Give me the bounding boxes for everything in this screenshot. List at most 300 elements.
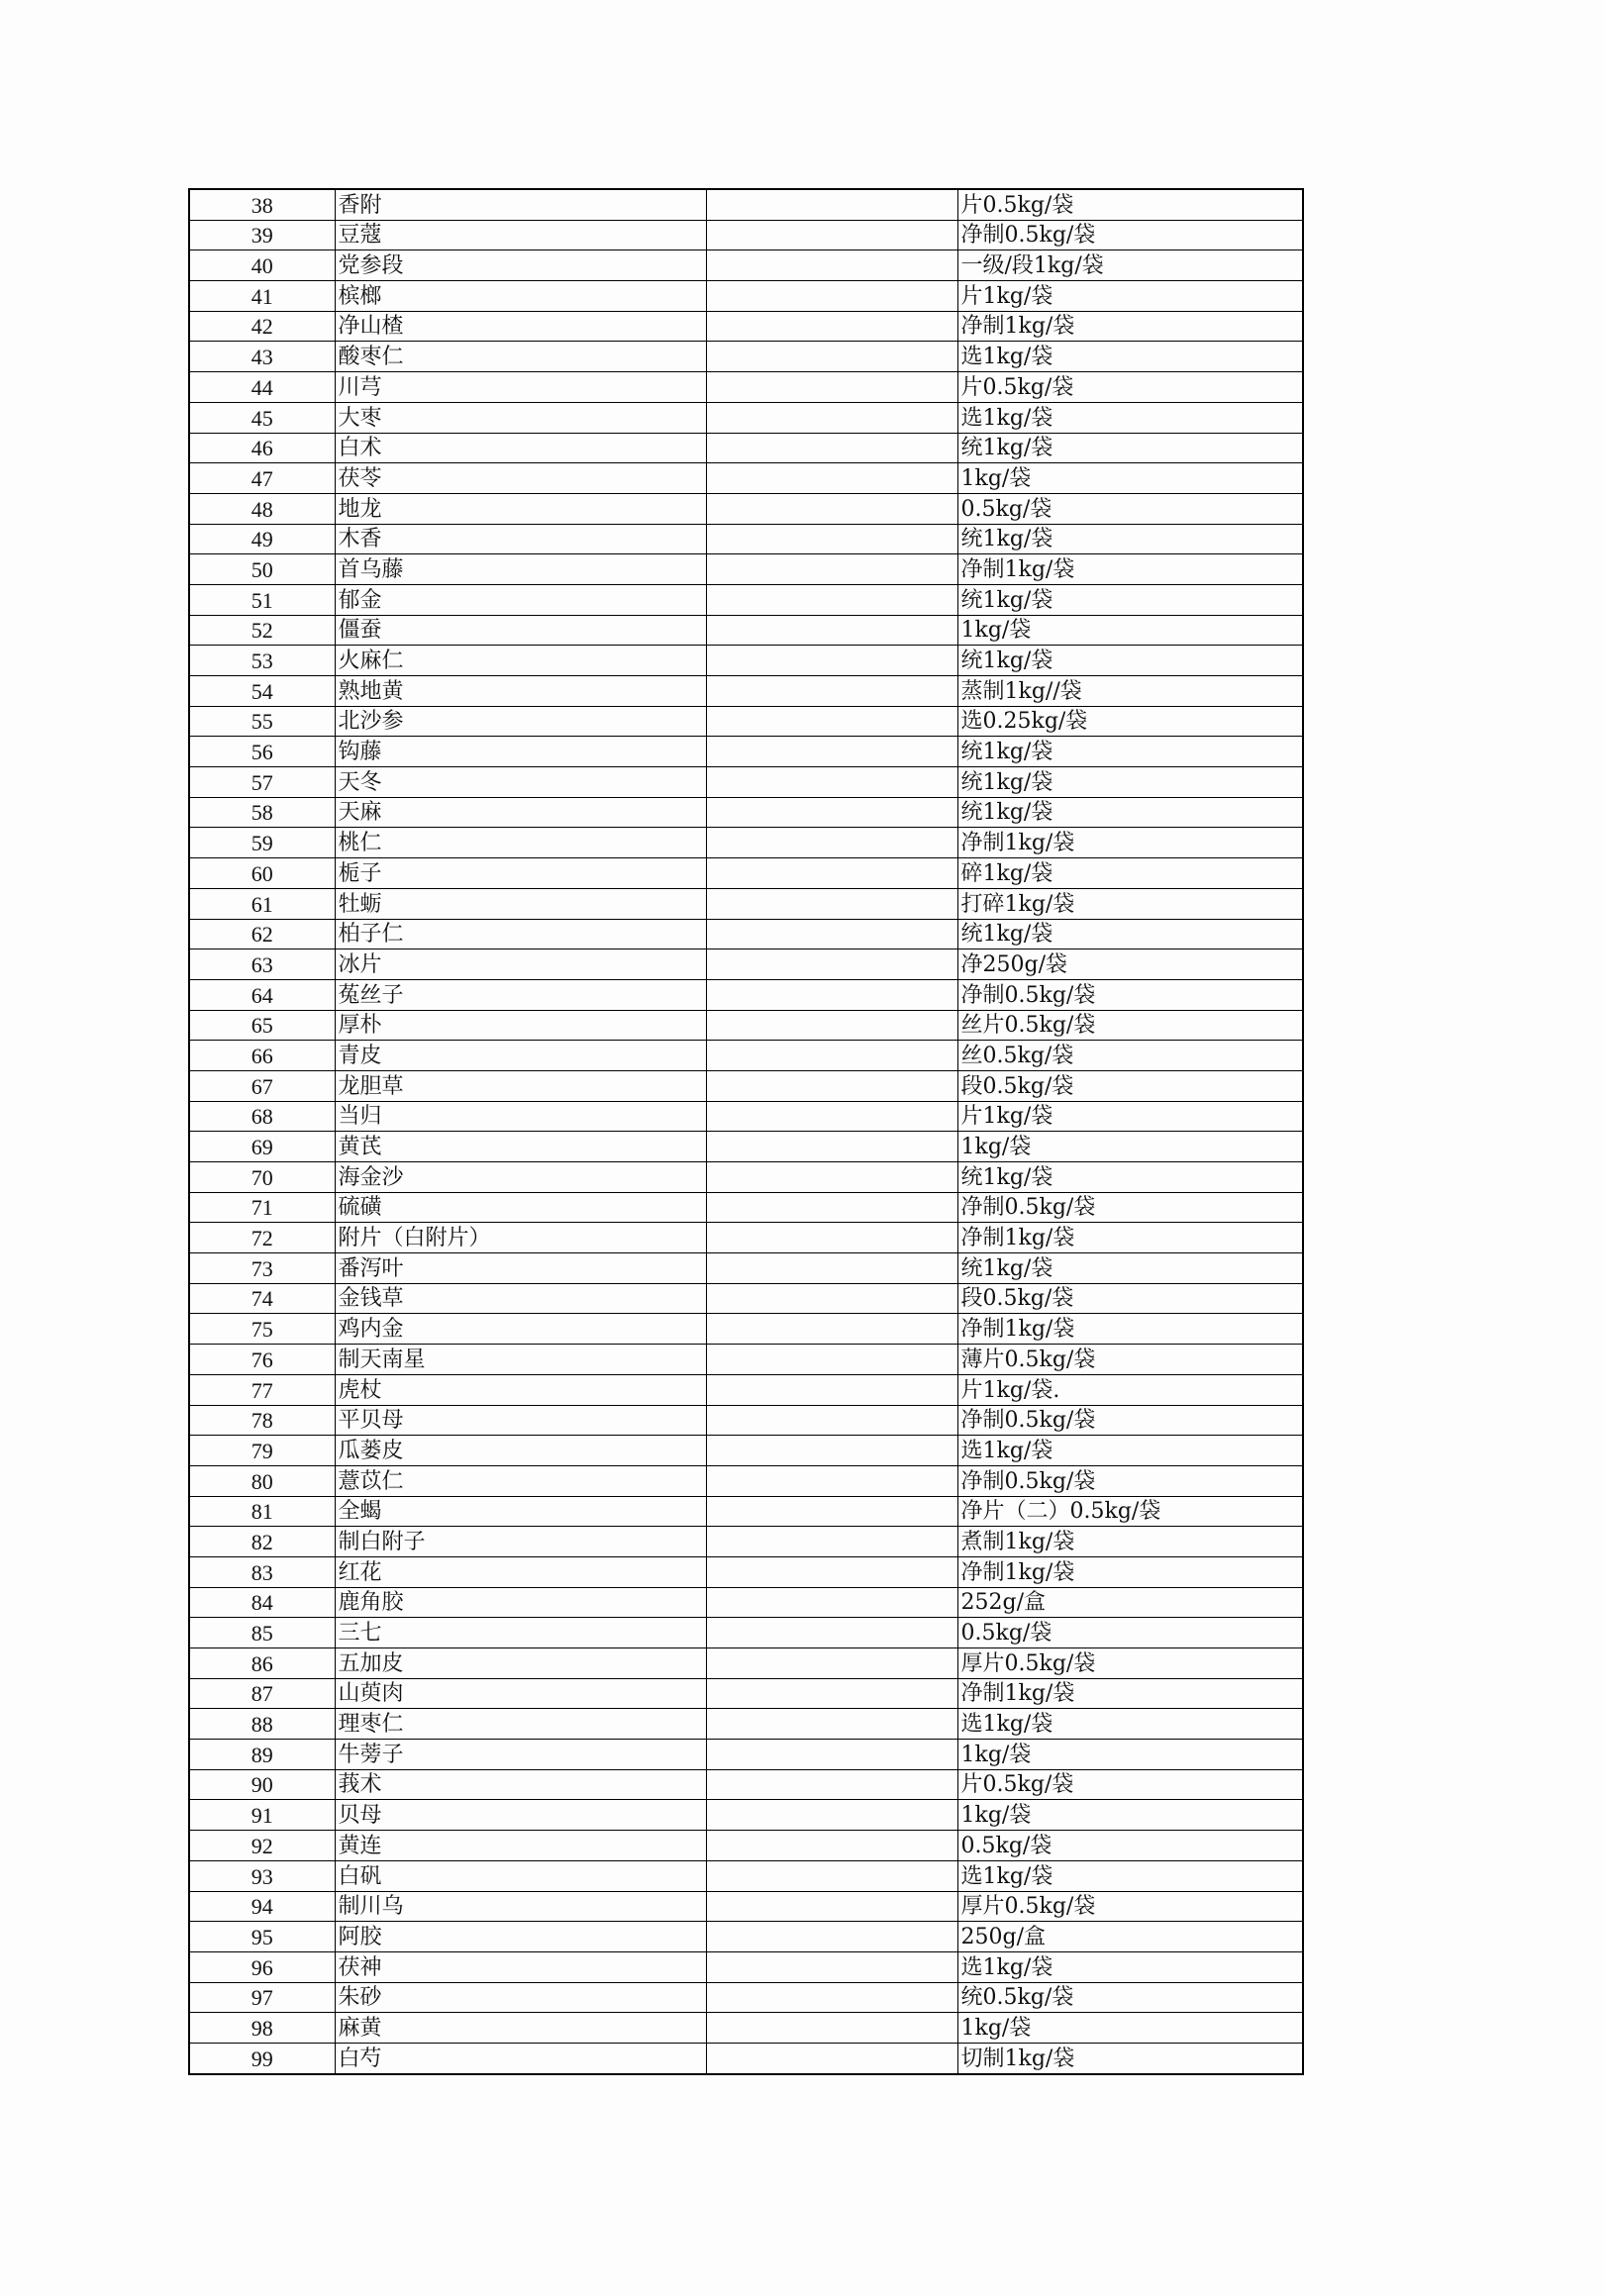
- table-body: [189, 189, 1303, 2074]
- row-number-cell: 86: [189, 1648, 335, 1679]
- row-number-cell: 54: [189, 676, 335, 707]
- medicine-name-cell: 硫磺: [335, 1192, 706, 1223]
- row-number-cell: 84: [189, 1587, 335, 1618]
- row-number-cell: 92: [189, 1831, 335, 1861]
- medicine-name-cell: 地龙: [335, 493, 706, 524]
- blank-cell: [706, 1162, 957, 1193]
- blank-cell: [706, 1678, 957, 1709]
- medicine-name-cell: 莪术: [335, 1769, 706, 1800]
- specification-cell: 切制1kg/袋: [957, 2043, 1303, 2073]
- specification-cell: 碎1kg/袋: [957, 858, 1303, 889]
- specification-cell: 片1kg/袋: [957, 281, 1303, 312]
- row-number-cell: 48: [189, 493, 335, 524]
- blank-cell: [706, 1587, 957, 1618]
- specification-cell: 统1kg/袋: [957, 737, 1303, 767]
- row-number-cell: 91: [189, 1800, 335, 1831]
- blank-cell: [706, 1982, 957, 2013]
- specification-cell: 净制0.5kg/袋: [957, 220, 1303, 250]
- medicine-name-cell: 青皮: [335, 1041, 706, 1071]
- medicine-name-cell: 白术: [335, 433, 706, 463]
- blank-cell: [706, 1192, 957, 1223]
- table-row: [189, 1800, 1303, 1831]
- specification-cell: 统1kg/袋: [957, 919, 1303, 949]
- blank-cell: [706, 1253, 957, 1284]
- specification-cell: 片0.5kg/袋: [957, 189, 1303, 220]
- table-row: [189, 1740, 1303, 1770]
- blank-cell: [706, 554, 957, 585]
- blank-cell: [706, 1345, 957, 1375]
- table-row: [189, 767, 1303, 798]
- specification-cell: 1kg/袋: [957, 615, 1303, 646]
- blank-cell: [706, 1465, 957, 1496]
- medicine-name-cell: 黄连: [335, 1831, 706, 1861]
- medicine-name-cell: 阿胶: [335, 1922, 706, 1952]
- blank-cell: [706, 1283, 957, 1314]
- row-number-cell: 79: [189, 1436, 335, 1466]
- medicine-name-cell: 鸡内金: [335, 1314, 706, 1345]
- row-number-cell: 50: [189, 554, 335, 585]
- row-number-cell: 96: [189, 1951, 335, 1982]
- specification-cell: 选1kg/袋: [957, 342, 1303, 372]
- specification-cell: 净制1kg/袋: [957, 828, 1303, 858]
- specification-cell: 净250g/袋: [957, 949, 1303, 980]
- specification-cell: 选1kg/袋: [957, 1709, 1303, 1740]
- blank-cell: [706, 1223, 957, 1253]
- table-row: [189, 1314, 1303, 1345]
- row-number-cell: 85: [189, 1618, 335, 1648]
- blank-cell: [706, 949, 957, 980]
- medicine-name-cell: 理枣仁: [335, 1709, 706, 1740]
- table-row: [189, 646, 1303, 676]
- blank-cell: [706, 1769, 957, 1800]
- row-number-cell: 56: [189, 737, 335, 767]
- medicine-name-cell: 龙胆草: [335, 1070, 706, 1101]
- row-number-cell: 73: [189, 1253, 335, 1284]
- medicine-name-cell: 鹿角胶: [335, 1587, 706, 1618]
- row-number-cell: 67: [189, 1070, 335, 1101]
- row-number-cell: 69: [189, 1132, 335, 1162]
- medicine-name-cell: 川芎: [335, 372, 706, 403]
- row-number-cell: 42: [189, 311, 335, 342]
- specification-cell: 统0.5kg/袋: [957, 1982, 1303, 2013]
- row-number-cell: 83: [189, 1556, 335, 1587]
- specification-cell: 统1kg/袋: [957, 797, 1303, 828]
- table-row: [189, 1465, 1303, 1496]
- medicine-name-cell: 附片（白附片）: [335, 1223, 706, 1253]
- medicine-name-cell: 天冬: [335, 767, 706, 798]
- table-row: [189, 1132, 1303, 1162]
- medicine-name-cell: 香附: [335, 189, 706, 220]
- medicine-name-cell: 瓜蒌皮: [335, 1436, 706, 1466]
- medicine-name-cell: 僵蚕: [335, 615, 706, 646]
- blank-cell: [706, 1374, 957, 1405]
- blank-cell: [706, 1556, 957, 1587]
- specification-cell: 片1kg/袋.: [957, 1374, 1303, 1405]
- blank-cell: [706, 676, 957, 707]
- row-number-cell: 78: [189, 1405, 335, 1436]
- row-number-cell: 89: [189, 1740, 335, 1770]
- medicine-name-cell: 茯苓: [335, 463, 706, 494]
- specification-cell: 净制0.5kg/袋: [957, 979, 1303, 1010]
- table-row: [189, 1556, 1303, 1587]
- blank-cell: [706, 1314, 957, 1345]
- blank-cell: [706, 402, 957, 433]
- table-row: [189, 1283, 1303, 1314]
- medicine-name-cell: 净山楂: [335, 311, 706, 342]
- row-number-cell: 72: [189, 1223, 335, 1253]
- specification-cell: 统1kg/袋: [957, 524, 1303, 554]
- blank-cell: [706, 737, 957, 767]
- row-number-cell: 47: [189, 463, 335, 494]
- medicine-name-cell: 冰片: [335, 949, 706, 980]
- medicine-name-cell: 虎杖: [335, 1374, 706, 1405]
- table-row: [189, 1101, 1303, 1132]
- specification-cell: 1kg/袋: [957, 1740, 1303, 1770]
- medicine-name-cell: 酸枣仁: [335, 342, 706, 372]
- row-number-cell: 87: [189, 1678, 335, 1709]
- specification-cell: 净制0.5kg/袋: [957, 1192, 1303, 1223]
- specification-cell: 丝片0.5kg/袋: [957, 1010, 1303, 1041]
- blank-cell: [706, 919, 957, 949]
- specification-cell: 净制0.5kg/袋: [957, 1465, 1303, 1496]
- row-number-cell: 64: [189, 979, 335, 1010]
- row-number-cell: 65: [189, 1010, 335, 1041]
- table-row: [189, 463, 1303, 494]
- specification-cell: 净制1kg/袋: [957, 1678, 1303, 1709]
- table-row: [189, 1951, 1303, 1982]
- table-row: [189, 1192, 1303, 1223]
- medicine-name-cell: 桃仁: [335, 828, 706, 858]
- specification-cell: 0.5kg/袋: [957, 493, 1303, 524]
- row-number-cell: 77: [189, 1374, 335, 1405]
- table-row: [189, 706, 1303, 737]
- blank-cell: [706, 979, 957, 1010]
- blank-cell: [706, 706, 957, 737]
- row-number-cell: 63: [189, 949, 335, 980]
- row-number-cell: 61: [189, 888, 335, 919]
- table-row: [189, 1345, 1303, 1375]
- row-number-cell: 40: [189, 250, 335, 281]
- blank-cell: [706, 1132, 957, 1162]
- blank-cell: [706, 493, 957, 524]
- medicine-name-cell: 贝母: [335, 1800, 706, 1831]
- specification-cell: 0.5kg/袋: [957, 1618, 1303, 1648]
- blank-cell: [706, 828, 957, 858]
- blank-cell: [706, 646, 957, 676]
- row-number-cell: 80: [189, 1465, 335, 1496]
- medicine-name-cell: 白矾: [335, 1860, 706, 1891]
- table-row: [189, 1253, 1303, 1284]
- specification-cell: 净制1kg/袋: [957, 1314, 1303, 1345]
- table-row: [189, 2043, 1303, 2073]
- specification-cell: 统1kg/袋: [957, 433, 1303, 463]
- table-row: [189, 250, 1303, 281]
- table-row: [189, 433, 1303, 463]
- medicine-name-cell: 全蝎: [335, 1496, 706, 1527]
- row-number-cell: 93: [189, 1860, 335, 1891]
- medicine-name-cell: 麻黄: [335, 2013, 706, 2044]
- blank-cell: [706, 342, 957, 372]
- blank-cell: [706, 463, 957, 494]
- blank-cell: [706, 1010, 957, 1041]
- medicine-name-cell: 制白附子: [335, 1527, 706, 1557]
- medicine-name-cell: 制天南星: [335, 1345, 706, 1375]
- table-row: [189, 737, 1303, 767]
- table-row: [189, 1618, 1303, 1648]
- blank-cell: [706, 1740, 957, 1770]
- specification-cell: 净制1kg/袋: [957, 554, 1303, 585]
- row-number-cell: 53: [189, 646, 335, 676]
- row-number-cell: 88: [189, 1709, 335, 1740]
- row-number-cell: 60: [189, 858, 335, 889]
- medicine-name-cell: 金钱草: [335, 1283, 706, 1314]
- blank-cell: [706, 1041, 957, 1071]
- table-row: [189, 554, 1303, 585]
- medicine-name-cell: 天麻: [335, 797, 706, 828]
- table-row: [189, 1922, 1303, 1952]
- table-row: [189, 1891, 1303, 1922]
- medicine-name-cell: 红花: [335, 1556, 706, 1587]
- medicine-name-cell: 平贝母: [335, 1405, 706, 1436]
- table-row: [189, 1070, 1303, 1101]
- specification-cell: 片0.5kg/袋: [957, 372, 1303, 403]
- specification-cell: 统1kg/袋: [957, 767, 1303, 798]
- specification-cell: 丝0.5kg/袋: [957, 1041, 1303, 1071]
- specification-cell: 净制1kg/袋: [957, 1223, 1303, 1253]
- medicine-name-cell: 五加皮: [335, 1648, 706, 1679]
- table-row: [189, 797, 1303, 828]
- table-row: [189, 1041, 1303, 1071]
- specification-cell: 统1kg/袋: [957, 584, 1303, 615]
- specification-cell: 1kg/袋: [957, 2013, 1303, 2044]
- table-row: [189, 1223, 1303, 1253]
- medicine-name-cell: 朱砂: [335, 1982, 706, 2013]
- row-number-cell: 59: [189, 828, 335, 858]
- blank-cell: [706, 311, 957, 342]
- row-number-cell: 46: [189, 433, 335, 463]
- row-number-cell: 70: [189, 1162, 335, 1193]
- row-number-cell: 90: [189, 1769, 335, 1800]
- row-number-cell: 71: [189, 1192, 335, 1223]
- row-number-cell: 82: [189, 1527, 335, 1557]
- medicine-name-cell: 木香: [335, 524, 706, 554]
- row-number-cell: 52: [189, 615, 335, 646]
- table-row: [189, 189, 1303, 220]
- blank-cell: [706, 372, 957, 403]
- row-number-cell: 45: [189, 402, 335, 433]
- row-number-cell: 51: [189, 584, 335, 615]
- blank-cell: [706, 281, 957, 312]
- medicine-name-cell: 豆蔻: [335, 220, 706, 250]
- specification-cell: 净制1kg/袋: [957, 311, 1303, 342]
- blank-cell: [706, 1831, 957, 1861]
- row-number-cell: 66: [189, 1041, 335, 1071]
- specification-cell: 煮制1kg/袋: [957, 1527, 1303, 1557]
- table-row: [189, 220, 1303, 250]
- specification-cell: 1kg/袋: [957, 463, 1303, 494]
- specification-cell: 选1kg/袋: [957, 1951, 1303, 1982]
- table-row: [189, 1678, 1303, 1709]
- row-number-cell: 41: [189, 281, 335, 312]
- table-row: [189, 2013, 1303, 2044]
- blank-cell: [706, 2013, 957, 2044]
- specification-cell: 1kg/袋: [957, 1132, 1303, 1162]
- specification-cell: 片0.5kg/袋: [957, 1769, 1303, 1800]
- table-row: [189, 1648, 1303, 1679]
- specification-cell: 选1kg/袋: [957, 402, 1303, 433]
- specification-cell: 薄片0.5kg/袋: [957, 1345, 1303, 1375]
- blank-cell: [706, 524, 957, 554]
- medicine-name-cell: 党参段: [335, 250, 706, 281]
- table-row: [189, 676, 1303, 707]
- row-number-cell: 57: [189, 767, 335, 798]
- table-row: [189, 1769, 1303, 1800]
- specification-cell: 净片（二）0.5kg/袋: [957, 1496, 1303, 1527]
- specification-cell: 250g/盒: [957, 1922, 1303, 1952]
- row-number-cell: 38: [189, 189, 335, 220]
- specification-cell: 252g/盒: [957, 1587, 1303, 1618]
- specification-cell: 打碎1kg/袋: [957, 888, 1303, 919]
- table-row: [189, 1860, 1303, 1891]
- specification-cell: 选1kg/袋: [957, 1436, 1303, 1466]
- row-number-cell: 99: [189, 2043, 335, 2073]
- blank-cell: [706, 1891, 957, 1922]
- scanned-page: [188, 188, 1302, 2102]
- row-number-cell: 55: [189, 706, 335, 737]
- medicine-name-cell: 菟丝子: [335, 979, 706, 1010]
- medicine-name-cell: 厚朴: [335, 1010, 706, 1041]
- row-number-cell: 68: [189, 1101, 335, 1132]
- table-row: [189, 1436, 1303, 1466]
- specification-cell: 净制0.5kg/袋: [957, 1405, 1303, 1436]
- blank-cell: [706, 858, 957, 889]
- row-number-cell: 74: [189, 1283, 335, 1314]
- medicine-name-cell: 薏苡仁: [335, 1465, 706, 1496]
- row-number-cell: 62: [189, 919, 335, 949]
- table-row: [189, 1405, 1303, 1436]
- table-row: [189, 888, 1303, 919]
- medicine-name-cell: 熟地黄: [335, 676, 706, 707]
- blank-cell: [706, 1951, 957, 1982]
- table-row: [189, 1587, 1303, 1618]
- specification-cell: 统1kg/袋: [957, 646, 1303, 676]
- specification-cell: 选1kg/袋: [957, 1860, 1303, 1891]
- specification-cell: 统1kg/袋: [957, 1253, 1303, 1284]
- blank-cell: [706, 888, 957, 919]
- row-number-cell: 76: [189, 1345, 335, 1375]
- table-row: [189, 1010, 1303, 1041]
- blank-cell: [706, 615, 957, 646]
- specification-cell: 选0.25kg/袋: [957, 706, 1303, 737]
- table-row: [189, 1831, 1303, 1861]
- blank-cell: [706, 433, 957, 463]
- medicine-name-cell: 番泻叶: [335, 1253, 706, 1284]
- medicine-name-cell: 当归: [335, 1101, 706, 1132]
- specification-cell: 段0.5kg/袋: [957, 1070, 1303, 1101]
- specification-cell: 段0.5kg/袋: [957, 1283, 1303, 1314]
- blank-cell: [706, 767, 957, 798]
- blank-cell: [706, 1496, 957, 1527]
- medicine-name-cell: 白芍: [335, 2043, 706, 2073]
- blank-cell: [706, 1922, 957, 1952]
- row-number-cell: 75: [189, 1314, 335, 1345]
- table-row: [189, 1162, 1303, 1193]
- medicine-name-cell: 海金沙: [335, 1162, 706, 1193]
- medicine-name-cell: 首乌藤: [335, 554, 706, 585]
- specification-cell: 一级/段1kg/袋: [957, 250, 1303, 281]
- blank-cell: [706, 1101, 957, 1132]
- table-row: [189, 949, 1303, 980]
- medicine-name-cell: 黄芪: [335, 1132, 706, 1162]
- table-row: [189, 524, 1303, 554]
- blank-cell: [706, 1527, 957, 1557]
- medicine-name-cell: 柏子仁: [335, 919, 706, 949]
- blank-cell: [706, 1860, 957, 1891]
- row-number-cell: 43: [189, 342, 335, 372]
- table-row: [189, 342, 1303, 372]
- table-row: [189, 1982, 1303, 2013]
- specification-cell: 厚片0.5kg/袋: [957, 1648, 1303, 1679]
- medicine-name-cell: 茯神: [335, 1951, 706, 1982]
- medicine-name-cell: 大枣: [335, 402, 706, 433]
- medicine-name-cell: 三七: [335, 1618, 706, 1648]
- row-number-cell: 58: [189, 797, 335, 828]
- table-row: [189, 372, 1303, 403]
- specification-cell: 净制1kg/袋: [957, 1556, 1303, 1587]
- blank-cell: [706, 1709, 957, 1740]
- table-row: [189, 402, 1303, 433]
- medicine-name-cell: 槟榔: [335, 281, 706, 312]
- table-row: [189, 584, 1303, 615]
- blank-cell: [706, 1405, 957, 1436]
- blank-cell: [706, 797, 957, 828]
- blank-cell: [706, 220, 957, 250]
- table-row: [189, 858, 1303, 889]
- blank-cell: [706, 189, 957, 220]
- row-number-cell: 98: [189, 2013, 335, 2044]
- blank-cell: [706, 250, 957, 281]
- medicine-table: [188, 188, 1304, 2075]
- row-number-cell: 44: [189, 372, 335, 403]
- table-row: [189, 281, 1303, 312]
- table-row: [189, 919, 1303, 949]
- table-row: [189, 311, 1303, 342]
- table-row: [189, 1527, 1303, 1557]
- blank-cell: [706, 1070, 957, 1101]
- specification-cell: 蒸制1kg//袋: [957, 676, 1303, 707]
- blank-cell: [706, 1618, 957, 1648]
- blank-cell: [706, 584, 957, 615]
- medicine-name-cell: 火麻仁: [335, 646, 706, 676]
- medicine-name-cell: 北沙参: [335, 706, 706, 737]
- blank-cell: [706, 2043, 957, 2073]
- row-number-cell: 39: [189, 220, 335, 250]
- medicine-name-cell: 牡蛎: [335, 888, 706, 919]
- medicine-name-cell: 栀子: [335, 858, 706, 889]
- table-row: [189, 1374, 1303, 1405]
- row-number-cell: 95: [189, 1922, 335, 1952]
- specification-cell: 片1kg/袋: [957, 1101, 1303, 1132]
- table-row: [189, 1709, 1303, 1740]
- table-row: [189, 1496, 1303, 1527]
- medicine-name-cell: 郁金: [335, 584, 706, 615]
- blank-cell: [706, 1436, 957, 1466]
- medicine-name-cell: 制川乌: [335, 1891, 706, 1922]
- row-number-cell: 49: [189, 524, 335, 554]
- row-number-cell: 97: [189, 1982, 335, 2013]
- specification-cell: 0.5kg/袋: [957, 1831, 1303, 1861]
- blank-cell: [706, 1648, 957, 1679]
